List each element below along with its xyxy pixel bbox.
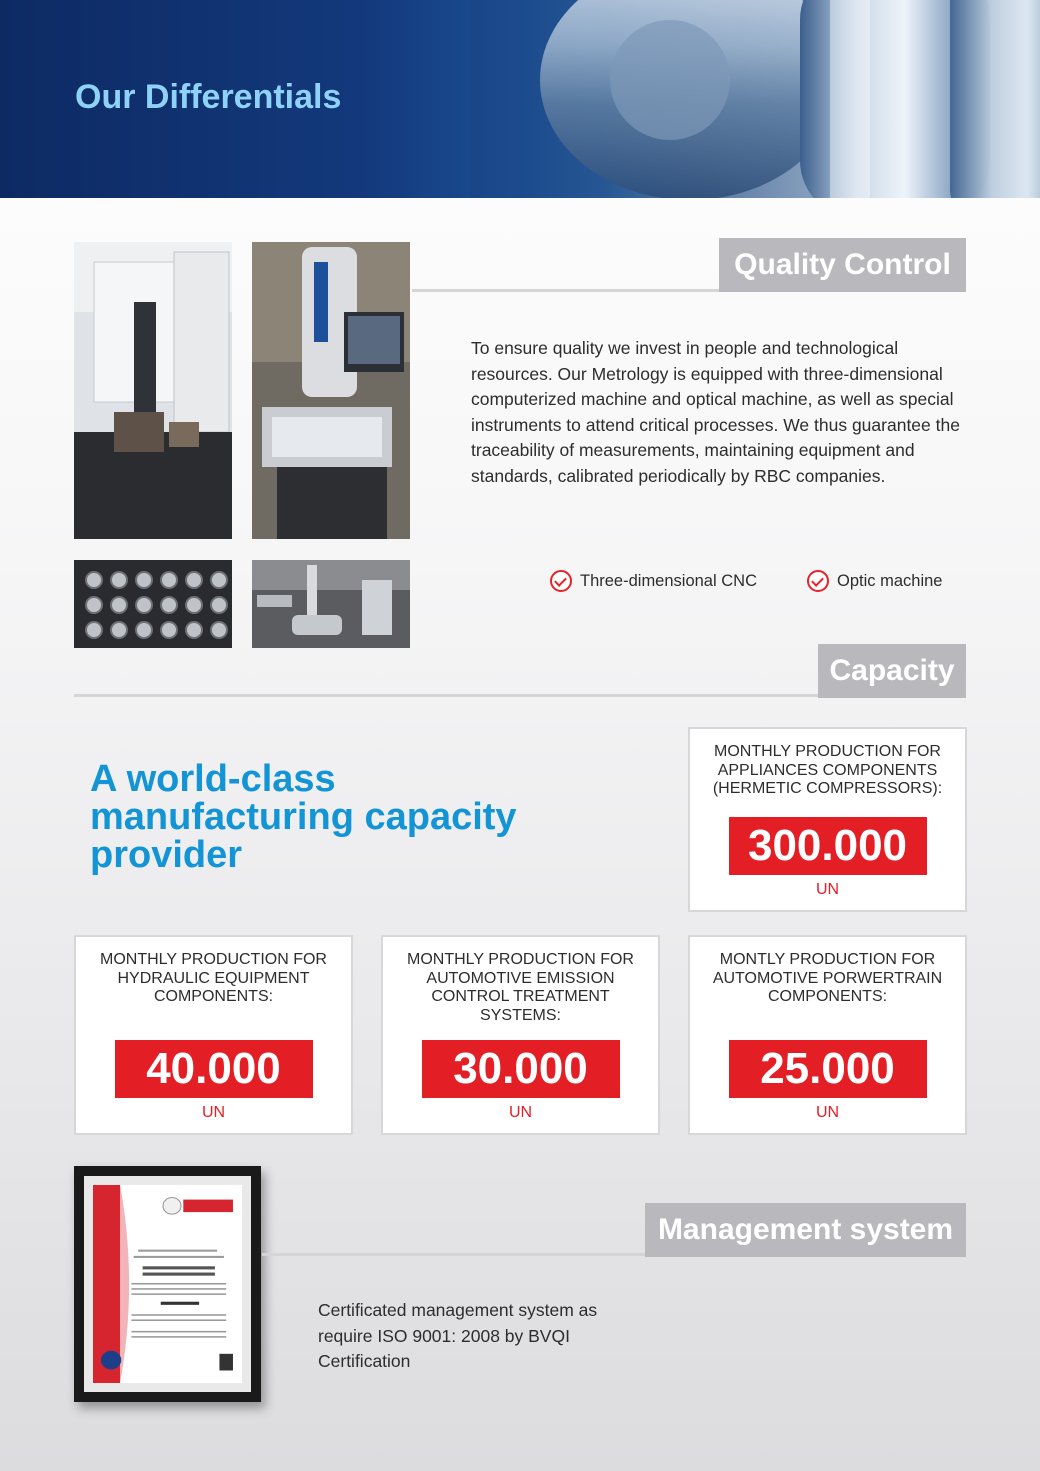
- stat-card: [381, 935, 660, 1135]
- feature-label: Three-dimensional CNC: [580, 571, 757, 590]
- check-circle-icon: [807, 570, 829, 592]
- section-divider: [412, 289, 722, 292]
- stat-value: 300.000: [729, 817, 927, 875]
- feature-item: [550, 570, 757, 592]
- stat-unit: UN: [201, 1104, 226, 1121]
- stat-label: MONTHLY PRODUCTION FOR APPLIANCES COMPONENTS (HERMETIC COMPRESSORS):: [712, 743, 943, 797]
- stat-label: MONTHLY PRODUCTION FOR AUTOMOTIVE EMISSION CONTROL TREATMENT SYSTEMS:: [407, 951, 634, 1024]
- cmm-machine-photo: [74, 242, 232, 539]
- page-title: Our Differentials: [75, 78, 342, 116]
- section-divider: [262, 1253, 652, 1256]
- stat-card: [688, 935, 967, 1135]
- stat-unit: UN: [508, 1104, 533, 1121]
- stat-unit: UN: [815, 881, 840, 898]
- framed-certificate: [74, 1166, 261, 1402]
- stat-unit: UN: [815, 1104, 840, 1121]
- machined-part-photo: [470, 0, 1040, 198]
- stat-value: 30.000: [422, 1040, 620, 1098]
- stat-value: 40.000: [115, 1040, 313, 1098]
- check-circle-icon: [550, 570, 572, 592]
- section-tag-capacity: Capacity: [818, 644, 966, 698]
- feature-item: [807, 570, 942, 592]
- stat-label: MONTLY PRODUCTION FOR AUTOMOTIVE PORWERTRAIN COMPONENTS:: [712, 951, 943, 1005]
- measuring-instruments-photo: [252, 560, 410, 648]
- iso-certificate-image: [93, 1185, 242, 1383]
- stat-value: 25.000: [729, 1040, 927, 1098]
- section-tag-quality-control: Quality Control: [719, 238, 966, 292]
- management-description: Certificated management system as require ISO 9001: 2008 by BVQI Certification: [318, 1300, 598, 1372]
- stat-label: MONTHLY PRODUCTION FOR HYDRAULIC EQUIPMENT COMPONENTS:: [100, 951, 327, 1005]
- header-banner: [0, 0, 1040, 198]
- feature-label: Optic machine: [837, 571, 943, 590]
- stat-card: [688, 727, 967, 912]
- section-divider: [74, 694, 834, 697]
- stat-card: [74, 935, 353, 1135]
- section-tag-management-system: Management system: [645, 1203, 966, 1257]
- gauge-rings-photo: [74, 560, 232, 648]
- capacity-headline: A world-class manufacturing capacity provider: [90, 758, 517, 876]
- optical-machine-photo: [252, 242, 410, 539]
- quality-control-description: To ensure quality we invest in people and technological resources. Our Metrology is equipped with three-dimensional computerized machine and optical machine, as well as special instruments to attend critical processes. We thus guarantee the traceability of measurements, maintaining equipment and standards, calibrated periodically by RBC companies.: [471, 338, 960, 486]
